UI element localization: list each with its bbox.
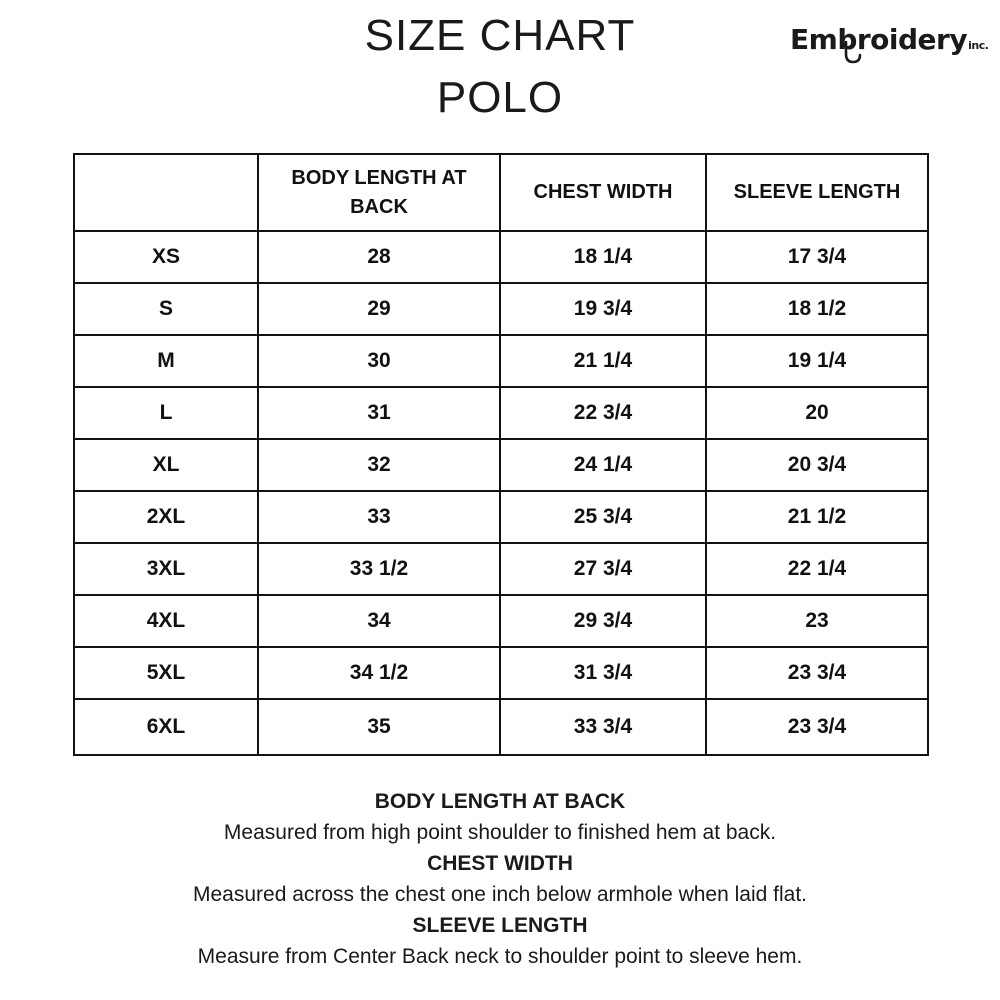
sleeve-length-cell: 20 <box>706 387 928 439</box>
sleeve-length-cell: 23 3/4 <box>706 699 928 755</box>
body-length-cell: 33 <box>258 491 500 543</box>
size-cell: 6XL <box>74 699 258 755</box>
note-heading-chest-width: CHEST WIDTH <box>427 852 573 875</box>
table-row <box>74 647 928 699</box>
body-length-cell: 31 <box>258 387 500 439</box>
chest-width-cell: 18 1/4 <box>500 231 706 283</box>
chest-width-cell: 29 3/4 <box>500 595 706 647</box>
size-cell: 5XL <box>74 647 258 699</box>
body-length-cell: 35 <box>258 699 500 755</box>
header-size-cell <box>74 154 258 231</box>
sleeve-length-cell: 22 1/4 <box>706 543 928 595</box>
table-row <box>74 231 928 283</box>
measurement-notes <box>0 786 1000 972</box>
size-cell: XL <box>74 439 258 491</box>
table-row <box>74 543 928 595</box>
logo-hook-icon <box>840 40 864 66</box>
body-length-cell: 34 1/2 <box>258 647 500 699</box>
chest-width-cell: 33 3/4 <box>500 699 706 755</box>
body-length-cell: 28 <box>258 231 500 283</box>
sleeve-length-cell: 23 3/4 <box>706 647 928 699</box>
header-chest-width: CHEST WIDTH <box>500 154 706 231</box>
brand-logo-wordmark <box>790 22 988 64</box>
chest-width-cell: 21 1/4 <box>500 335 706 387</box>
note-heading-body-length: BODY LENGTH AT BACK <box>374 790 626 813</box>
brand-logo <box>790 22 990 72</box>
table-row <box>74 387 928 439</box>
sleeve-length-cell: 21 1/2 <box>706 491 928 543</box>
logo-mark-letter: b <box>837 23 857 56</box>
chest-width-cell: 27 3/4 <box>500 543 706 595</box>
body-length-cell: 29 <box>258 283 500 335</box>
header-sleeve-length: SLEEVE LENGTH <box>706 154 928 231</box>
size-cell: 2XL <box>74 491 258 543</box>
note-text-body-length: Measured from high point shoulder to finished hem at back. <box>223 821 777 844</box>
size-cell: S <box>74 283 258 335</box>
chest-width-cell: 25 3/4 <box>500 491 706 543</box>
page-title: SIZE CHART <box>364 11 636 60</box>
body-length-cell: 30 <box>258 335 500 387</box>
chest-width-cell: 24 1/4 <box>500 439 706 491</box>
size-cell: M <box>74 335 258 387</box>
sleeve-length-cell: 18 1/2 <box>706 283 928 335</box>
logo-suffix: inc. <box>968 39 989 52</box>
chest-width-cell: 22 3/4 <box>500 387 706 439</box>
body-length-cell: 33 1/2 <box>258 543 500 595</box>
size-chart-table <box>73 153 929 756</box>
body-length-cell: 34 <box>258 595 500 647</box>
logo-text-start: Em <box>790 23 838 56</box>
chest-width-cell: 31 3/4 <box>500 647 706 699</box>
table-row <box>74 595 928 647</box>
chest-width-cell: 19 3/4 <box>500 283 706 335</box>
table-row <box>74 439 928 491</box>
sleeve-length-cell: 19 1/4 <box>706 335 928 387</box>
table-row <box>74 283 928 335</box>
sleeve-length-cell: 23 <box>706 595 928 647</box>
size-cell: XS <box>74 231 258 283</box>
page-subtitle: POLO <box>436 73 564 122</box>
size-cell: 3XL <box>74 543 258 595</box>
sleeve-length-cell: 17 3/4 <box>706 231 928 283</box>
sleeve-length-cell: 20 3/4 <box>706 439 928 491</box>
table-row <box>74 335 928 387</box>
body-length-cell: 32 <box>258 439 500 491</box>
header-body-length: BODY LENGTH AT BACK <box>258 154 500 231</box>
size-cell: 4XL <box>74 595 258 647</box>
note-text-sleeve-length: Measure from Center Back neck to shoulder point to sleeve hem. <box>197 945 803 968</box>
table-row <box>74 699 928 755</box>
size-cell: L <box>74 387 258 439</box>
logo-text-end: roidery <box>856 23 968 56</box>
table-header-row <box>74 154 928 231</box>
note-heading-sleeve-length: SLEEVE LENGTH <box>412 914 588 937</box>
note-text-chest-width: Measured across the chest one inch below armhole when laid flat. <box>192 883 807 906</box>
table-row <box>74 491 928 543</box>
